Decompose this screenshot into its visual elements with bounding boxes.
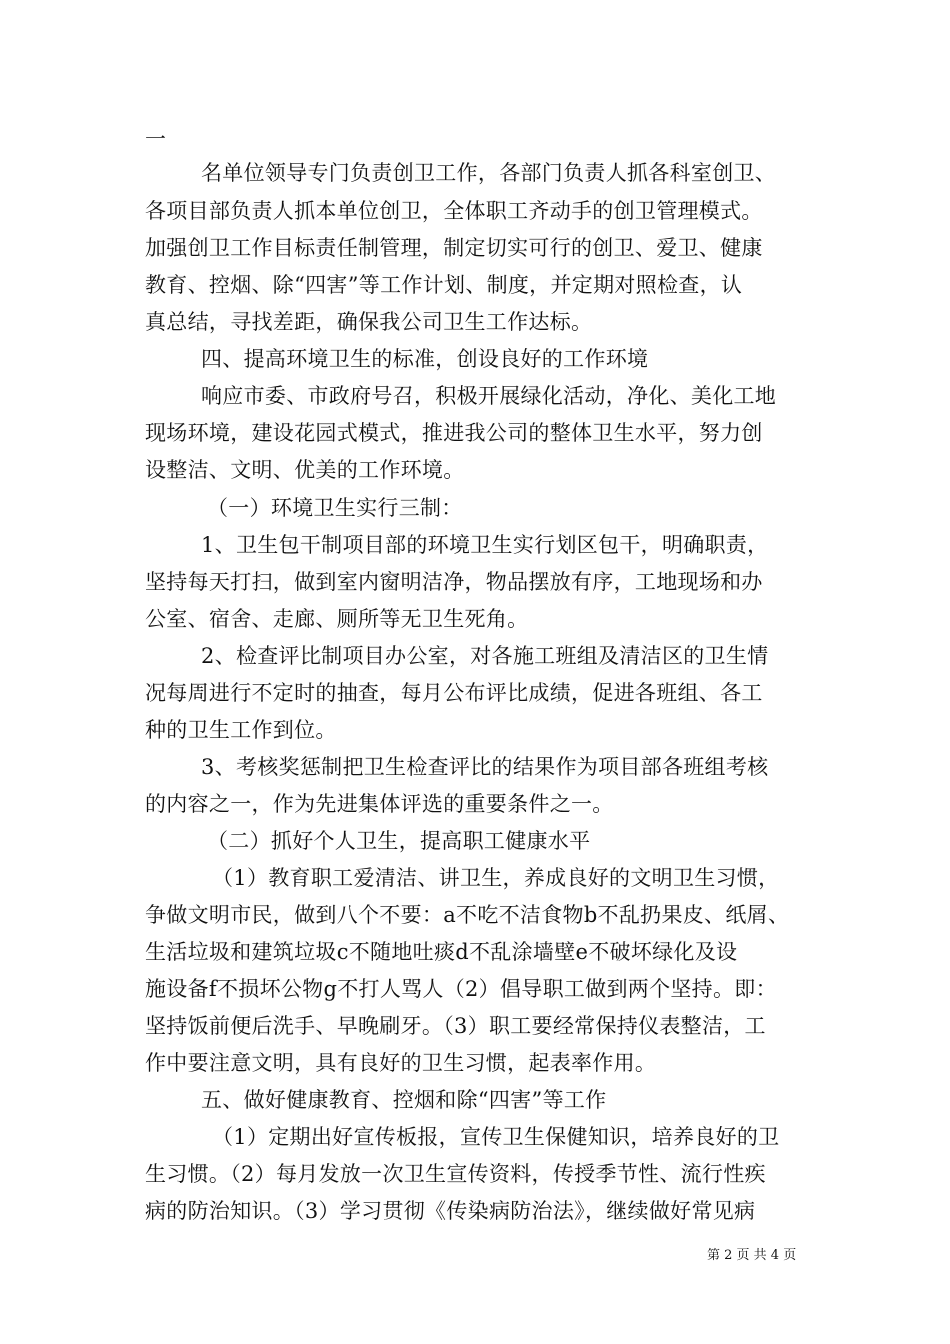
text-line: 病的防治知识。（3）学习贯彻《传染病防治法》，继续做好常见病: [145, 1199, 756, 1223]
text-line: 设整洁、文明、优美的工作环境。: [145, 458, 465, 482]
text-line: 加强创卫工作目标责任制管理，制定切实可行的创卫、爱卫、健康: [145, 236, 763, 260]
text-line: 各项目部负责人抓本单位创卫，全体职工齐动手的创卫管理模式。: [145, 199, 763, 223]
subsection-heading: （一）环境卫生实行三制：: [207, 496, 463, 520]
text-line: 生习惯。（2）每月发放一次卫生宣传资料，传授季节性、流行性疾: [145, 1162, 766, 1186]
text-line: （1）定期出好宣传板报，宣传卫生保健知识，培养良好的卫: [212, 1125, 780, 1149]
text-line: 坚持每天打扫，做到室内窗明洁净，物品摆放有序，工地现场和办: [145, 570, 763, 594]
text-line: 名单位领导专门负责创卫工作，各部门负责人抓各科室创卫、: [201, 161, 777, 185]
text-line: 争做文明市民，做到八个不要：a不吃不洁食物b不乱扔果皮、纸屑、: [145, 903, 790, 927]
text-line: 响应市委、市政府号召，积极开展绿化活动，净化、美化工地: [201, 384, 777, 408]
text-line: 2、检查评比制项目办公室，对各施工班组及清洁区的卫生情: [201, 644, 769, 668]
subsection-heading: （二）抓好个人卫生，提高职工健康水平: [207, 829, 591, 853]
text-line: 生活垃圾和建筑垃圾c不随地吐痰d不乱涂墙壁e不破坏绿化及设: [145, 940, 738, 964]
page-number: 第 2 页 共 4 页: [707, 1248, 797, 1263]
text-line: 公室、宿舍、走廊、厕所等无卫生死角。: [145, 607, 529, 631]
text-line: 1、卫生包干制项目部的环境卫生实行划区包干，明确职责，: [201, 533, 769, 557]
text-line: 种的卫生工作到位。: [145, 718, 337, 742]
text-line: 教育、控烟、除“四害”等工作计划、制度，并定期对照检查，认: [145, 273, 743, 297]
section-heading: 五、做好健康教育、控烟和除“四害”等工作: [201, 1088, 607, 1112]
text-line: 况每周进行不定时的抽查，每月公布评比成绩，促进各班组、各工: [145, 681, 763, 705]
continuation-mark: 一: [145, 127, 166, 151]
text-line: 的内容之一，作为先进集体评选的重要条件之一。: [145, 792, 614, 816]
text-line: 3、考核奖惩制把卫生检查评比的结果作为项目部各班组考核: [201, 755, 769, 779]
text-line: 施设备f不损坏公物g不打人骂人（2）倡导职工做到两个坚持。即：: [145, 977, 777, 1001]
text-line: （1）教育职工爱清洁、讲卫生，养成良好的文明卫生习惯，: [212, 866, 780, 890]
section-heading: 四、提高环境卫生的标准，创设良好的工作环境: [201, 347, 649, 371]
text-line: 现场环境，建设花园式模式，推进我公司的整体卫生水平，努力创: [145, 421, 763, 445]
text-line: 作中要注意文明，具有良好的卫生习惯，起表率作用。: [145, 1051, 657, 1075]
text-line: 真总结，寻找差距，确保我公司卫生工作达标。: [145, 310, 593, 334]
text-line: 坚持饭前便后洗手、早晚刷牙。（3）职工要经常保持仪表整洁，工: [145, 1014, 766, 1038]
